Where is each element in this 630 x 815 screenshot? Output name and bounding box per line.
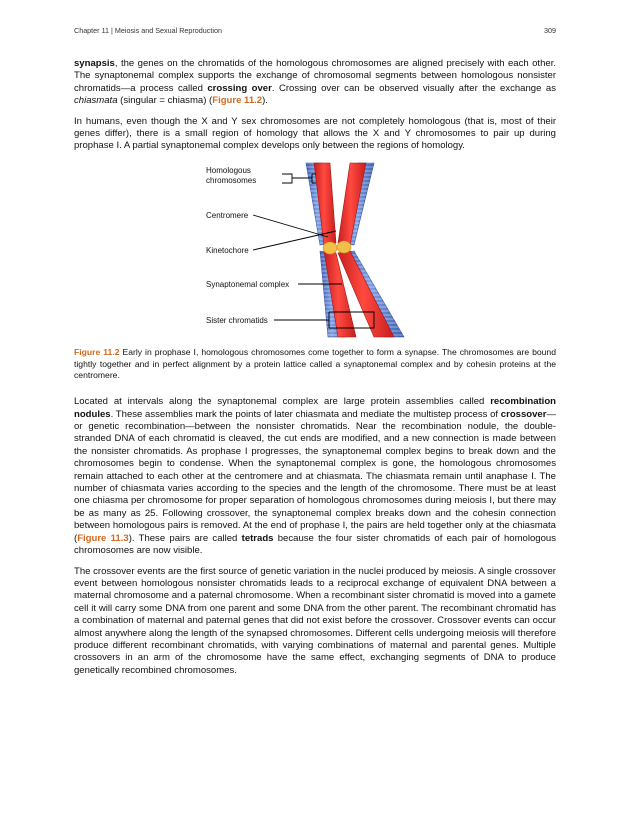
term-crossover: crossover xyxy=(500,408,547,420)
term-chiasmata: chiasmata xyxy=(74,95,118,107)
paragraph-text: ). These pairs are called xyxy=(128,532,242,544)
page-header xyxy=(74,26,556,35)
figure-link-11-2[interactable]: Figure 11.2 xyxy=(212,95,263,107)
paragraph-text: (singular = chiasma) ( xyxy=(117,95,213,107)
paragraph-crossover-events: The crossover events are the first source of genetic variation in the nuclei produced by meiosis. A single crossover event between homologous nonsister chromatids leads to a reciprocal exchange of equivalent DNA between a maternal chromosome and a paternal chromosome. When a recombinant sister chromatid is moved into a gamete cell it will carry some DNA from one parent and some DNA from the other parent. The recombinant chromatid has a combination of maternal and paternal genes that did not exist before the crossover. Crossover events can occur almost anywhere along the length of the synapsed chromosomes. Different cells undergoing meiosis will therefore produce different recombinant chromatids, with varying combinations of maternal and parental genes. Multiple crossovers in an arm of the chromosome have the same effect, exchanging segments of DNA to produce genetically recombined chromosomes. xyxy=(74,565,556,676)
term-crossing-over: crossing over xyxy=(207,82,272,94)
synapsis-illustration xyxy=(74,161,556,339)
term-recombination-nodules: recombination nodules xyxy=(74,396,556,420)
paragraph-text: —or genetic recombination—between the nonsister chromatids. Near the recombination nodule, the double-stranded DNA of each chromatid is cleaved, the cut ends are modified, and a new connection is made between the nonsister chromatids. As prophase I progresses, the synaptonemal complex begins to break down and the chromosomes begin to condense. When the synaptonemal complex is gone, the homologous chromosomes remain attached to each other at the centromere and at chiasmata. The chiasmata remain until anaphase I. The number of chiasmata varies according to the species and the length of the chromosome. There must be at least one chiasma per chromosome for proper separation of homologous chromosomes during meiosis I, but there may be as many as 25. Following crossover, the synaptonemal complex breaks down and the cohesin connection between homologous pairs is removed. At the end of prophase I, the pairs are held together only at the chiasmata ( xyxy=(74,408,556,544)
label-sister-chromatids: Sister chromatids xyxy=(206,315,268,325)
figure-11-2 xyxy=(74,161,556,339)
paragraph-text: . These assemblies mark the points of later chiasmata and mediate the multistep process of xyxy=(110,408,501,420)
paragraph-text: because the four sister chromatids of each pair of homologous chromosomes are now visible. xyxy=(74,532,556,557)
page-number: 309 xyxy=(544,26,556,35)
paragraph-xy: In humans, even though the X and Y sex chromosomes are not completely homologous (that is, most of their genes differ), there is a small region of homology that allows the X and Y chromosomes to pair up during prophase I. A partial synaptonemal complex develops only between the regions of homology. xyxy=(74,115,556,152)
label-homologous-2: chromosomes xyxy=(206,175,257,185)
paragraph-recombination xyxy=(74,396,556,557)
page-body xyxy=(74,58,556,685)
term-synapsis: synapsis xyxy=(74,58,115,69)
label-synaptonemal-complex: Synaptonemal complex xyxy=(206,279,290,289)
paragraph-text: , the genes on the chromatids of the homologous chromosomes are aligned precisely with each other. The synaptonemal complex supports the exchange of chromosomal segments between homologous nonsister chromatids—a process called xyxy=(74,58,556,94)
figure-link-11-3[interactable]: Figure 11.3 xyxy=(77,532,129,544)
centromere-cohesin xyxy=(323,241,351,254)
label-centromere: Centromere xyxy=(206,210,249,220)
caption-label: Figure 11.2 xyxy=(74,346,120,357)
paragraph-text: ). xyxy=(262,95,268,107)
paragraph-text: Located at intervals along the synaptonemal complex are large protein assemblies called xyxy=(74,396,491,408)
paragraph-synapsis xyxy=(74,58,556,108)
label-kinetochore: Kinetochore xyxy=(206,245,249,255)
label-homologous-1: Homologous xyxy=(206,165,251,175)
term-tetrads: tetrads xyxy=(241,532,274,544)
paragraph-text: . Crossing over can be observed visually after the exchange as xyxy=(271,82,556,94)
figure-caption xyxy=(74,347,556,382)
caption-text: Early in prophase I, homologous chromosomes come together to form a synapse. The chromosomes are bound tightly together and in perfect alignment by a protein lattice called a synaptonemal complex and by cohesin proteins at the centromere. xyxy=(74,346,556,381)
chapter-title: Chapter 11 | Meiosis and Sexual Reproduction xyxy=(74,26,222,35)
